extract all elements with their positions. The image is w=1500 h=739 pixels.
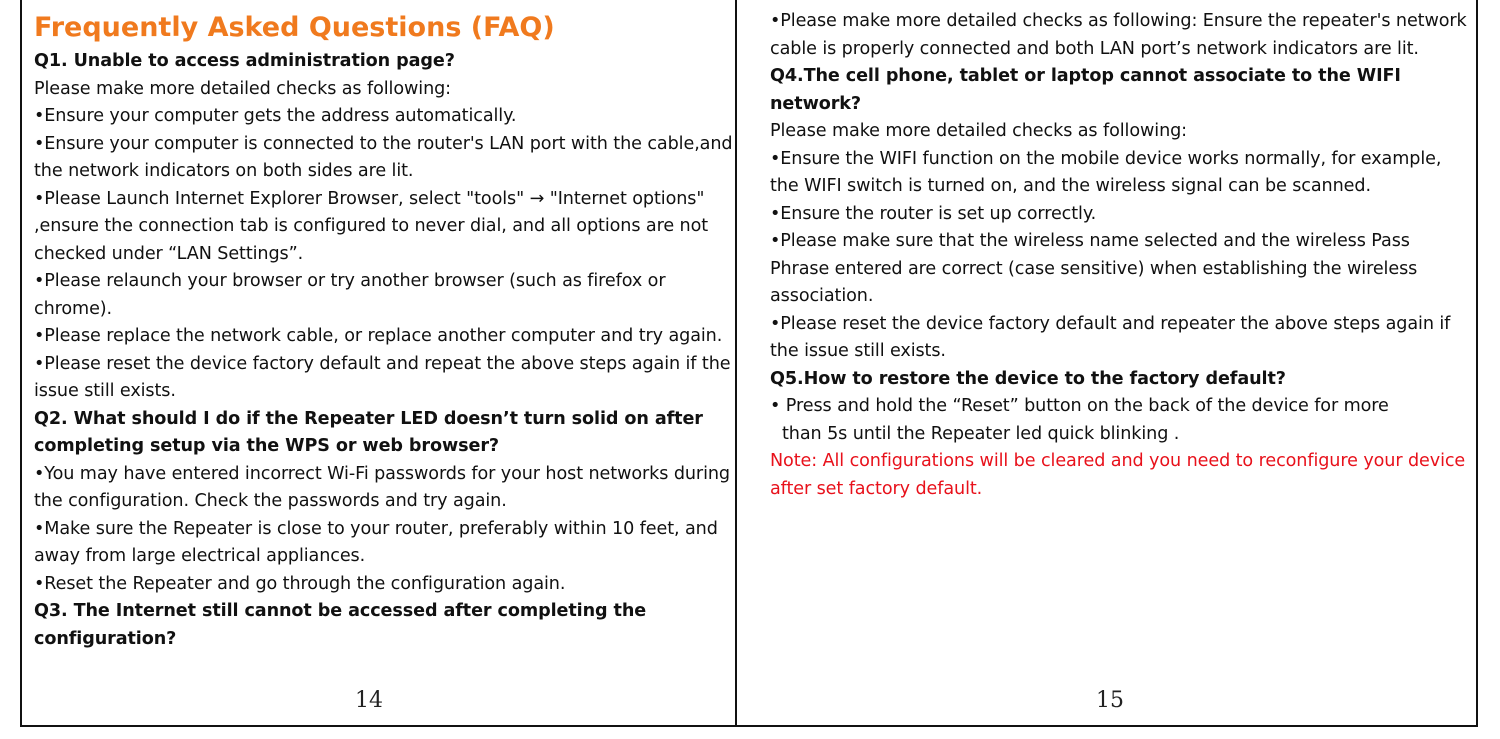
q1-item: •Please relaunch your browser or try another browser (such as firefox or chrome). [34, 271, 666, 319]
page-divider [735, 0, 737, 727]
q1-item: •Ensure your computer is connected to the router's LAN port with the cable,and the network indicators on both sides are lit. [34, 133, 733, 181]
q1-item: •Please reset the device factory default and repeat the above steps again if the issue still exists. [34, 353, 731, 401]
page-number-right: 15 [1096, 688, 1124, 713]
q1-intro: Please make more detailed checks as following: [34, 78, 452, 99]
q2-item: •You may have entered incorrect Wi-Fi passwords for your host networks during the configuration. Check the passwords and try again. [34, 463, 730, 511]
faq-title: Frequently Asked Questions (FAQ) [34, 12, 555, 43]
page-right [770, 8, 1470, 503]
q2-item: •Reset the Repeater and go through the configuration again. [34, 573, 566, 594]
q1-item: •Please Launch Internet Explorer Browser, select "tools" → "Internet options" ,ensure the connection tab is configured to never dial, and all options are not checked under “LAN Settings”. [34, 188, 709, 264]
q4-item: •Ensure the WIFI function on the mobile device works normally, for example, the WIFI switch is turned on, and the wireless signal can be scanned. [770, 148, 1442, 196]
q5-item: • Press and hold the “Reset” button on the back of the device for more [770, 396, 1389, 416]
q5-question: Q5.How to restore the device to the factory default? [770, 368, 1286, 389]
factory-reset-note: Note: All configurations will be cleared and you need to reconfigure your device after set factory default. [770, 451, 1466, 499]
q3-question: Q3. The Internet still cannot be accessed after completing the configuration? [34, 601, 647, 649]
q2-question: Q2. What should I do if the Repeater LED doesn’t turn solid on after completing setup via the WPS or web browser? [34, 408, 703, 456]
q5-item-continued: than 5s until the Repeater led quick blinking . [782, 423, 1180, 444]
page-number-left: 14 [355, 688, 383, 713]
page-left [34, 8, 734, 653]
q2-item: •Make sure the Repeater is close to your router, preferably within 10 feet, and away from large electrical appliances. [34, 518, 718, 566]
q4-intro: Please make more detailed checks as following: [770, 121, 1188, 141]
q4-question: Q4.The cell phone, tablet or laptop cannot associate to the WIFI network? [770, 66, 1401, 114]
q4-item: •Please make sure that the wireless name selected and the wireless Pass Phrase entered are correct (case sensitive) when establishing the wireless association. [770, 231, 1418, 306]
q4-item: •Please reset the device factory default and repeater the above steps again if the issue still exists. [770, 313, 1451, 361]
q1-item: •Ensure your computer gets the address automatically. [34, 106, 517, 126]
q4-item: •Ensure the router is set up correctly. [770, 203, 1097, 224]
q1-item: •Please replace the network cable, or replace another computer and try again. [34, 326, 723, 346]
q1-question: Q1. Unable to access administration page? [34, 51, 455, 71]
q3-item: •Please make more detailed checks as following: Ensure the repeater's network cable is properly connected and both LAN port’s network indicators are lit. [770, 11, 1467, 59]
